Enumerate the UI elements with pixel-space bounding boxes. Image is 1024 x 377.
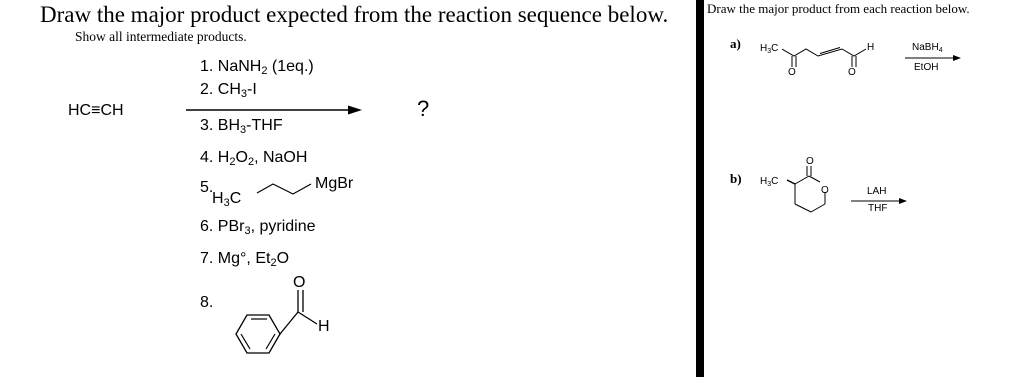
reaction-arrow (186, 104, 362, 116)
product-question-mark: ? (417, 96, 430, 121)
part-a-methyl (760, 43, 778, 55)
part-a-reagent-nabh: NaBH (912, 42, 939, 53)
step-5-subscript: 3 (223, 197, 230, 209)
part-a-label: a) (730, 36, 741, 51)
step-7-number: 7. (200, 250, 214, 267)
step-4-subscript-2: 2 (247, 156, 255, 168)
part-a-methyl-subscript: 3 (767, 48, 772, 55)
step-5-h3c (212, 190, 241, 209)
step-6-text-b: , pyridine (250, 218, 316, 235)
step-6-number: 6. (200, 218, 214, 235)
step-1-text-a: NaNH (217, 58, 262, 75)
part-b-methyl-c: C (771, 176, 779, 187)
benzaldehyde-hydrogen: H (318, 318, 330, 335)
part-a-aldehyde-oxygen: O (848, 67, 856, 78)
step-2-ch3i (200, 81, 257, 100)
step-2-text-b: -I (247, 81, 257, 98)
step-5-mgbr: MgBr (315, 175, 354, 192)
part-a-reagent-nabh4 (912, 42, 943, 54)
step-7-text-b: O (276, 250, 290, 267)
step-1-nanh2 (200, 58, 314, 77)
step-5-number: 5. (200, 179, 214, 196)
step-5-alkyl-chain-bonds (255, 176, 319, 198)
step-7-mg-et2o (200, 250, 289, 269)
part-b-label: b) (730, 171, 742, 186)
part-b-reagent-thf: THF (868, 203, 888, 214)
step-2-number: 2. (200, 81, 214, 98)
step-3-number: 3. (200, 117, 214, 134)
part-b-methyl-h: H (760, 176, 768, 187)
step-4-subscript-1: 2 (229, 156, 236, 168)
step-5-c: C (229, 190, 242, 207)
benzaldehyde-oxygen: O (293, 274, 306, 291)
step-4-text-c: , NaOH (254, 149, 308, 166)
step-6-text-a: PBr (217, 218, 245, 235)
part-a-methyl-c: C (771, 43, 779, 54)
step-4-text-b: O (235, 149, 248, 166)
step-1-text-b: (1eq.) (267, 58, 314, 75)
step-7-subscript: 2 (270, 257, 277, 269)
step-4-number: 4. (200, 149, 214, 166)
part-a-reaction-arrow (905, 54, 961, 62)
step-3-text-b: -THF (246, 117, 283, 134)
step-3-text-a: BH (217, 117, 241, 134)
part-b-ring-oxygen: O (821, 185, 829, 196)
step-1-subscript: 2 (261, 65, 268, 77)
part-b-reagent-lah: LAH (867, 186, 887, 197)
part-a-aldehyde-h: H (867, 42, 875, 53)
panel-divider (696, 0, 704, 377)
part-b-lactone-ring-bonds (780, 160, 840, 220)
problem-subtitle: Show all intermediate products. (75, 29, 247, 44)
part-a-reagent-etoh: EtOH (914, 62, 939, 73)
step-1-number: 1. (200, 58, 214, 75)
problem-title: Draw the major product expected from the reaction sequence below. (40, 2, 669, 27)
step-6-pbr3 (200, 218, 316, 237)
step-5-h: H (212, 190, 224, 207)
part-a-ketone-oxygen: O (788, 67, 796, 78)
part-b-methyl-subscript: 3 (767, 181, 772, 188)
step-7-text-a: Mg°, Et (217, 250, 271, 267)
step-3-subscript: 3 (240, 124, 247, 136)
part-b-carbonyl-oxygen: O (806, 156, 814, 167)
reactant-acetylene: HC≡CH (68, 102, 124, 119)
step-4-h2o2-naoh (200, 149, 307, 168)
step-8-number: 8. (200, 294, 214, 311)
part-a-reagent-subscript: 4 (938, 47, 943, 54)
step-3-bh3-thf (200, 117, 283, 136)
step-4-text-a: H (217, 149, 230, 166)
step-6-subscript: 3 (244, 225, 251, 237)
step-2-text-a: CH (217, 81, 241, 98)
right-panel-title: Draw the major product from each reaction below. (707, 1, 970, 16)
part-b-methyl (760, 176, 778, 188)
part-a-methyl-h: H (760, 43, 768, 54)
step-2-subscript: 3 (240, 88, 248, 100)
